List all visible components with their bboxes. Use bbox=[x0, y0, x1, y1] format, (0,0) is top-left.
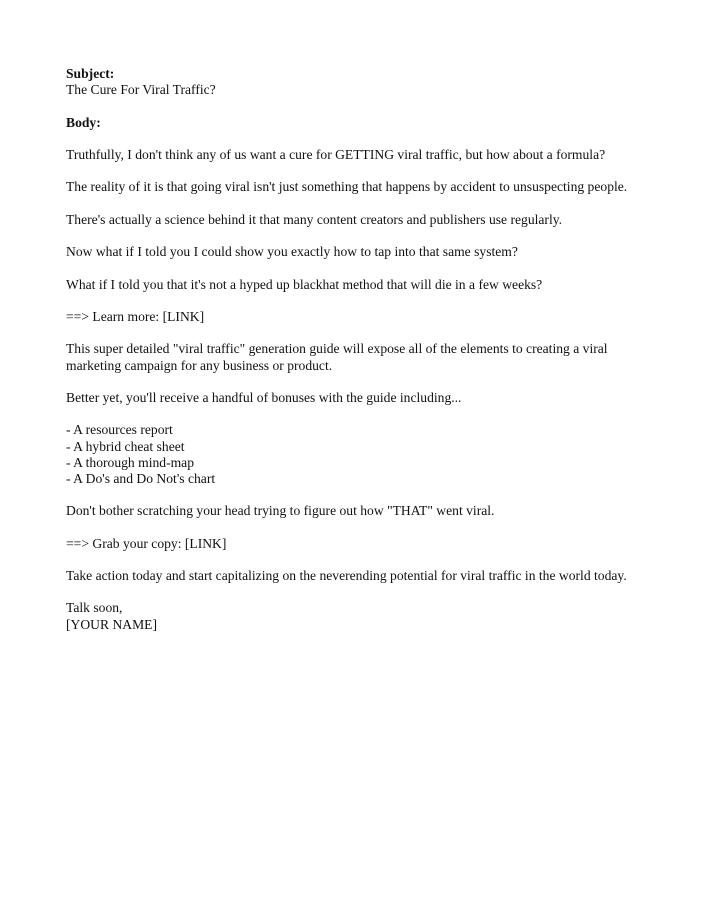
bonus-list bbox=[66, 422, 666, 487]
body-paragraph: There's actually a science behind it that many content creators and publishers use regularly. bbox=[66, 211, 563, 227]
body-paragraph: Truthfully, I don't think any of us want a cure for GETTING viral traffic, but how about a formula? bbox=[66, 146, 606, 162]
body-paragraph: Now what if I told you I could show you exactly how to tap into that same system? bbox=[66, 244, 518, 260]
learn-more-link-line: ==> Learn more: [LINK] bbox=[66, 308, 205, 324]
subject-text: The Cure For Viral Traffic? bbox=[66, 82, 216, 98]
body-paragraph: This super detailed "viral traffic" generation guide will expose all of the elements to creating a viral marketing campaign for any business or product. bbox=[66, 341, 608, 373]
bonus-item: - A hybrid cheat sheet bbox=[66, 438, 185, 454]
bonus-item: - A Do's and Do Not's chart bbox=[66, 470, 216, 486]
body-paragraph: The reality of it is that going viral isn't just something that happens by accident to unsuspecting people. bbox=[66, 179, 628, 195]
body-paragraph: Better yet, you'll receive a handful of bonuses with the guide including... bbox=[66, 389, 462, 405]
body-paragraph: What if I told you that it's not a hyped up blackhat method that will die in a few weeks? bbox=[66, 276, 543, 292]
grab-copy-link-line: ==> Grab your copy: [LINK] bbox=[66, 535, 227, 551]
signature: [YOUR NAME] bbox=[66, 616, 157, 632]
body-paragraph: Take action today and start capitalizing on the neverending potential for viral traffic in the world today. bbox=[66, 568, 627, 584]
bonus-item: - A resources report bbox=[66, 422, 173, 438]
bonus-item: - A thorough mind-map bbox=[66, 454, 194, 470]
subject-label: Subject: bbox=[66, 66, 115, 81]
email-document bbox=[66, 66, 666, 633]
signoff: Talk soon, bbox=[66, 600, 123, 616]
body-label: Body: bbox=[66, 114, 101, 130]
body-paragraph: Don't bother scratching your head trying to figure out how "THAT" went viral. bbox=[66, 503, 495, 519]
